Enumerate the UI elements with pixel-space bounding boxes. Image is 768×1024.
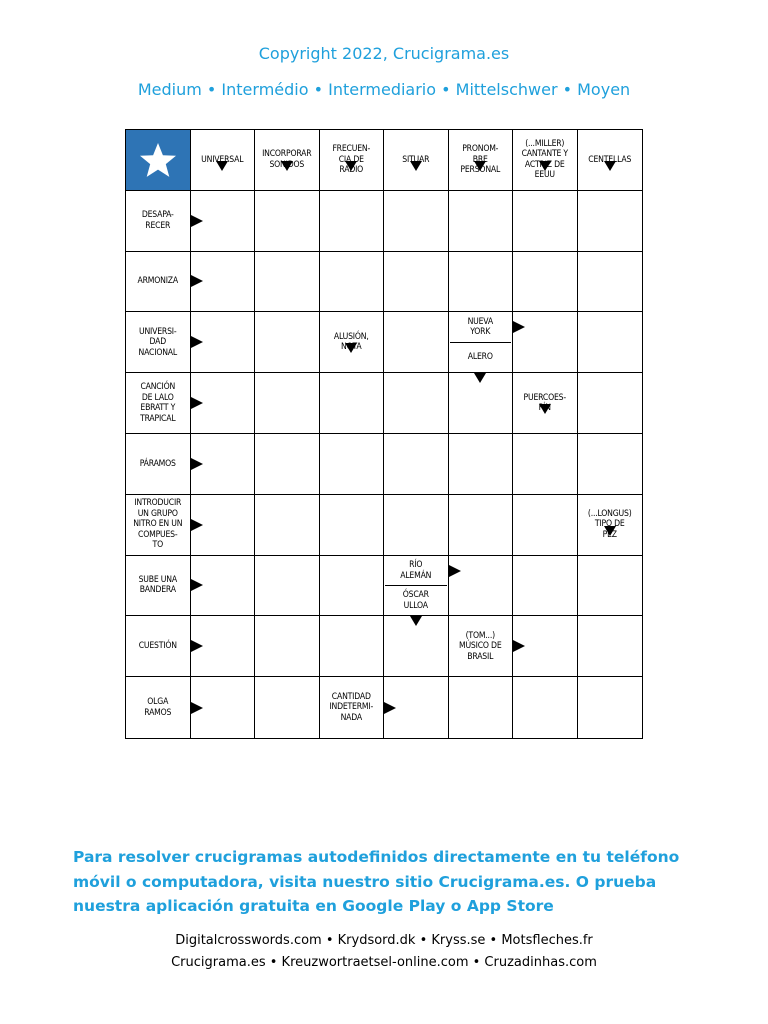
clue-text: ALERO [450, 342, 512, 372]
answer-cell[interactable] [449, 495, 514, 556]
answer-cell[interactable] [384, 252, 449, 313]
arrow-down-icon [216, 161, 228, 171]
answer-cell[interactable] [449, 556, 514, 617]
clue-cell [384, 130, 449, 191]
clue-text: UNIVERSI- DAD NACIONAL [138, 326, 177, 358]
answer-cell[interactable] [191, 616, 256, 677]
answer-cell[interactable] [191, 312, 256, 373]
answer-cell[interactable] [384, 312, 449, 373]
answer-cell[interactable] [578, 677, 643, 738]
clue-text: PRONOM- BRE PERSONAL [460, 144, 501, 176]
clue-cell [513, 130, 578, 191]
answer-cell[interactable] [578, 556, 643, 617]
clue-cell [255, 130, 320, 191]
clue-cell [126, 556, 191, 617]
answer-cell[interactable] [384, 191, 449, 252]
clue-cell [126, 191, 191, 252]
answer-cell[interactable] [255, 312, 320, 373]
star-icon [138, 140, 178, 180]
clue-text: PUERCOES- PÍN [523, 392, 566, 414]
clue-text: (TOM...) MÚSICO DE BRASIL [459, 630, 502, 662]
clue-text: (...MILLER) CANTANTE Y ACTRIZ DE EEUU [521, 138, 568, 181]
clue-cell [191, 130, 256, 191]
clue-text: DESAPA- RECER [141, 210, 174, 231]
answer-cell[interactable] [191, 677, 256, 738]
clue-cell [513, 373, 578, 434]
arrow-down-icon [410, 161, 422, 171]
clue-cell [126, 252, 191, 313]
clue-text: CUESTIÓN [138, 641, 177, 652]
answer-cell[interactable] [578, 616, 643, 677]
clue-cell [126, 677, 191, 738]
answer-cell[interactable] [449, 191, 514, 252]
clue-cell [578, 495, 643, 556]
answer-cell[interactable] [191, 252, 256, 313]
answer-cell[interactable] [191, 373, 256, 434]
answer-cell[interactable] [320, 556, 385, 617]
clue-cell [384, 556, 449, 617]
clue-cell [320, 130, 385, 191]
answer-cell[interactable] [384, 616, 449, 677]
clue-cell [449, 616, 514, 677]
answer-cell[interactable] [191, 495, 256, 556]
clue-text: OLGA RAMOS [144, 697, 172, 718]
clue-text: NUEVA YORK [467, 316, 493, 338]
answer-cell[interactable] [320, 434, 385, 495]
answer-cell[interactable] [255, 434, 320, 495]
clue-text: INCORPORAR SONIDOS [262, 149, 312, 170]
clue-text: INTRODUCIR UN GRUPO NITRO EN UN COMPUES- TO [133, 498, 183, 551]
answer-cell[interactable] [578, 191, 643, 252]
arrow-down-icon [345, 161, 357, 171]
copyright-text: Copyright 2022, Crucigrama.es [258, 44, 510, 63]
answer-cell[interactable] [255, 495, 320, 556]
footer-sites-line-2: Crucigrama.es • Kreuzwortraetsel-online.com • Cruzadinhas.com [171, 955, 597, 970]
answer-cell[interactable] [255, 191, 320, 252]
clue-cell [126, 373, 191, 434]
clue-cell [320, 677, 385, 738]
arrow-down-icon [539, 404, 551, 414]
answer-cell[interactable] [513, 252, 578, 313]
difficulty-levels: Medium • Intermédio • Intermediario • Mittelschwer • Moyen [137, 80, 631, 99]
answer-cell[interactable] [578, 312, 643, 373]
answer-cell[interactable] [320, 191, 385, 252]
answer-cell[interactable] [191, 556, 256, 617]
clue-text: CENTELLAS [588, 154, 632, 165]
clue-text: SITUAR [402, 154, 430, 165]
answer-cell[interactable] [255, 616, 320, 677]
answer-cell[interactable] [191, 191, 256, 252]
answer-cell[interactable] [513, 312, 578, 373]
answer-cell[interactable] [578, 434, 643, 495]
answer-cell[interactable] [320, 252, 385, 313]
arrow-down-icon [474, 161, 486, 171]
star-cell [126, 130, 191, 191]
clue-cell [126, 312, 191, 373]
crossword-grid [125, 129, 643, 739]
answer-cell[interactable] [449, 434, 514, 495]
answer-cell[interactable] [320, 373, 385, 434]
clue-cell [449, 312, 514, 373]
answer-cell[interactable] [578, 373, 643, 434]
answer-cell[interactable] [320, 616, 385, 677]
answer-cell[interactable] [320, 495, 385, 556]
answer-cell[interactable] [255, 556, 320, 617]
answer-cell[interactable] [513, 616, 578, 677]
clue-text: (...LONGUS) TIPO DE PEZ [587, 508, 632, 540]
answer-cell[interactable] [384, 373, 449, 434]
answer-cell[interactable] [255, 252, 320, 313]
answer-cell[interactable] [449, 373, 514, 434]
answer-cell[interactable] [384, 677, 449, 738]
answer-cell[interactable] [255, 373, 320, 434]
footer-sites-line-1: Digitalcrosswords.com • Krydsord.dk • Kryss.se • Motsfleches.fr [175, 933, 593, 948]
answer-cell[interactable] [578, 252, 643, 313]
clue-text: ÓSCAR ULLOA [385, 585, 447, 615]
clue-cell [320, 312, 385, 373]
clue-text: SUBE UNA BANDERA [138, 574, 177, 596]
answer-cell[interactable] [449, 677, 514, 738]
answer-cell[interactable] [513, 495, 578, 556]
answer-cell[interactable] [384, 495, 449, 556]
arrow-down-icon [604, 161, 616, 171]
clue-text: ALUSIÓN, NOTA [333, 331, 369, 353]
clue-cell [126, 616, 191, 677]
clue-text: CANCIÓN DE LALO EBRATT Y TRAPICAL [140, 382, 176, 424]
answer-cell[interactable] [513, 677, 578, 738]
clue-cell [126, 434, 191, 495]
answer-cell[interactable] [191, 434, 256, 495]
arrow-down-icon [345, 343, 357, 353]
answer-cell[interactable] [384, 434, 449, 495]
clue-text: PÁRAMOS [139, 458, 176, 469]
arrow-down-icon [539, 161, 551, 171]
answer-cell[interactable] [513, 191, 578, 252]
arrow-down-icon [281, 161, 293, 171]
clue-cell [126, 495, 191, 556]
clue-cell [449, 130, 514, 191]
clue-text: ARMONIZA [137, 276, 178, 287]
answer-cell[interactable] [513, 556, 578, 617]
answer-cell[interactable] [255, 677, 320, 738]
answer-cell[interactable] [449, 252, 514, 313]
clue-text: UNIVERSAL [201, 154, 244, 165]
promo-text: Para resolver crucigramas autodefinidos directamente en tu teléfono móvil o computadora, visita nuestro sitio Crucigrama.es. O prueba nuestra aplicación gratuita en Google Play o App Store [73, 848, 680, 915]
answer-cell[interactable] [513, 434, 578, 495]
clue-cell [578, 130, 643, 191]
clue-text: RÍO ALEMÁN [400, 560, 432, 581]
clue-text: FRECUEN- CIA DE RADIO [332, 144, 371, 176]
clue-text: CANTIDAD INDETERMI- NADA [329, 691, 374, 723]
arrow-down-icon [604, 526, 616, 536]
